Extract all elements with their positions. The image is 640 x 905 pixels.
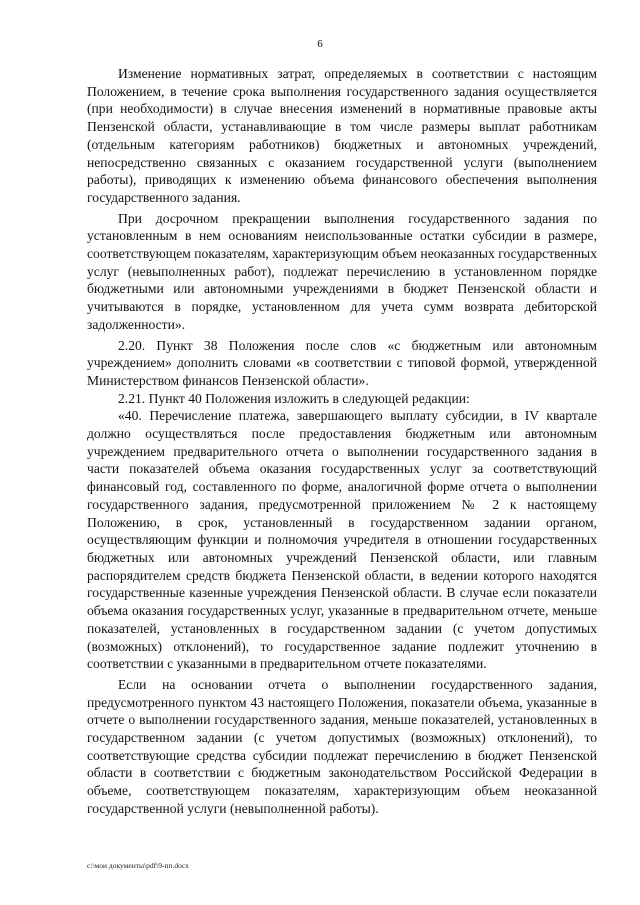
paragraph-2-20: 2.20. Пункт 38 Положения после слов «с бюджетным или автономным учреждением» дополнить словами «в соответствии с типовой формой, утвержденной Министерством финансов Пензенской области». xyxy=(87,337,597,388)
footer-file-path: c:\мои документы\pdf\9-пп.docx xyxy=(87,861,189,870)
paragraph-report-point-43: Если на основании отчета о выполнении государственного задания, предусмотренного пунктом 43 настоящего Положения, показатели объема, указанные в отчете о выполнении государственного задания, меньше показателей, установленных в государственном задании (с учетом допустимых (возможных) отклонений), то соответствующие средства субсидии подлежат перечислению в бюджет Пензенской области в соответствии с бюджетным законодательством Российской Федерации в объеме, соответствующем показателям, характеризующим объем неоказанной государственной услуги (невыполненной работы). xyxy=(87,676,597,816)
paragraph-2-21: 2.21. Пункт 40 Положения изложить в следующей редакции: xyxy=(118,390,470,406)
page-number: 6 xyxy=(317,38,323,50)
document-body xyxy=(87,65,597,818)
paragraph-point-40: «40. Перечисление платежа, завершающего выплату субсидии, в IV квартале должно осуществляться после предоставления бюджетным или автономным учреждением предварительного отчета о выполнении государственного задания в части показателей объема оказания государственных услуг за соответствующий финансовый год, составленного по форме, аналогичной форме отчета о выполнении государственного задания, предусмотренной приложением № 2 к настоящему Положению, в срок, установленный в государственном задании органом, осуществляющим функции и полномочия учредителя в отношении государственных бюджетных или автономных учреждений Пензенской области, или главным распорядителем средств бюджета Пензенской области, в ведении которого находятся государственные казенные учреждения Пензенской области. В случае если показатели объема оказания государственных услуг, указанные в предварительном отчете, меньше показателей, установленных в государственном задании (с учетом допустимых (возможных) отклонений), то государственное задание подлежит уточнению в соответствии с указанными в предварительном отчете показателями. xyxy=(87,408,597,672)
paragraph-early-termination: При досрочном прекращении выполнения государственного задания по установленным в нем основаниям неиспользованные остатки субсидии в размере, соответствующем показателям, характеризующим объем неоказанных государственных услуг (невыполненных работ), подлежат перечислению в установленном порядке бюджетными или автономными учреждениями в бюджет Пензенской области и учитываются в порядке, установленном для учета сумм возврата дебиторской задолженности». xyxy=(87,210,597,332)
paragraph-normative-costs: Изменение нормативных затрат, определяемых в соответствии с настоящим Положением, в течение срока выполнения государственного задания осуществляется (при необходимости) в случае внесения изменений в нормативные правовые акты Пензенской области, устанавливающие в том числе размеры выплат работникам (отдельным категориям работников) бюджетных и автономных учреждений, непосредственно связанных с оказанием государственной услуги (выполнением работы), приводящих к изменению объема финансового обеспечения выполнения государственного задания. xyxy=(87,66,597,205)
